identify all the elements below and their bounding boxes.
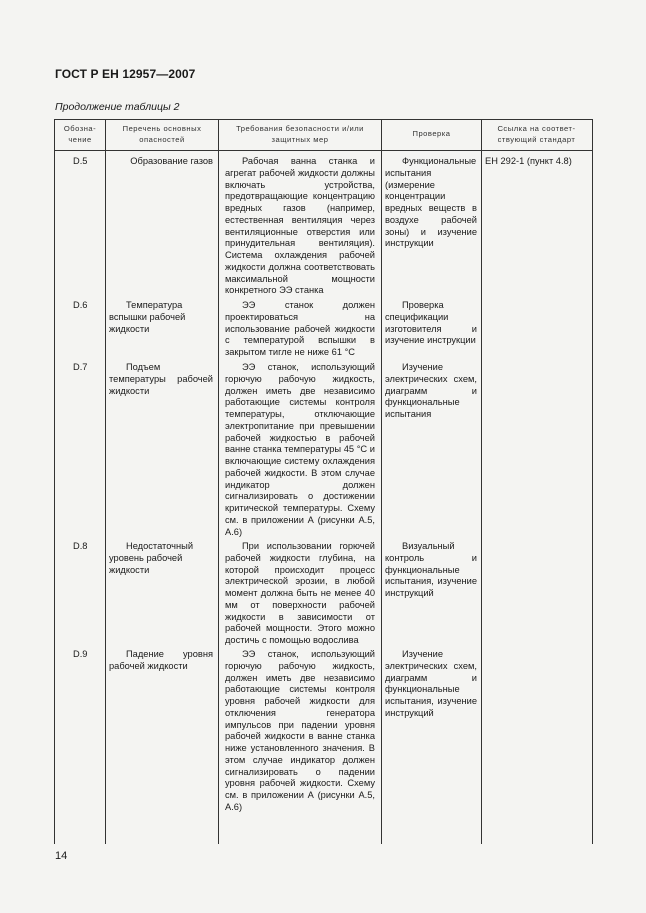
row-code: D.7 [73,362,88,372]
table-continuation-caption: Продолжение таблицы 2 [55,101,180,113]
row-hazard: Подъем температуры рабочей жидкости [109,362,213,396]
row-code: D.6 [73,300,88,310]
document-header: ГОСТ Р ЕН 12957—2007 [55,67,196,81]
row-verification: Изучение электрических схем, диаграмм и функциональные испытания, изучение инструкций [385,649,477,718]
column-divider [381,120,382,844]
row-verification: Функциональные испытания (измерение концентрации вредных веществ в воздухе рабочей зоны) и изучение инструкции [385,156,477,249]
row-requirement: ЭЭ станок, использующий горючую рабочую жидкость, должен иметь две независимо работающие системы контроля температуры, отключающие электропитание при превышении рабочей жидкостью в рабочей ванне станка температуры 45 °С и включающие систему охлаждения рабочей жидкости. В этом случае индикатор должен сигнализировать о достижении критической температуры. Схему см. в приложении А (рисунки А.5, А.6) [225,362,375,537]
row-code: D.9 [73,649,88,659]
row-hazard: Образование газов [130,156,213,166]
column-header-requirement: Требования безопасности и/или защитных мер [236,124,364,144]
page-number: 14 [55,850,68,862]
column-divider [105,120,106,844]
column-header-reference: Ссылка на соответ-ствующий стандарт [497,124,576,144]
row-code: D.8 [73,541,88,551]
header-divider [55,150,592,151]
row-verification: Изучение электрических схем, диаграмм и функциональные испытания [385,362,477,419]
row-requirement: При использовании горючей рабочей жидкости глубина, на которой происходит процесс электрической эрозии, в любой момент должна быть не менее 40 мм от поверхности рабочей жидкости в зависимости от рабочей мощности. Этого можно достичь с помощью водослива [225,541,375,645]
column-header-code: Обозна-чение [63,124,97,144]
row-requirement: Рабочая ванна станка и агрегат рабочей жидкости должны включать устройства, предотвращающие концентрацию вредных газов (например, естественная вентиляция через вентиляционные отверстия или принудительная вентиляция). Система охлаждения рабочей жидкости должна соответствовать максимальной мощности конкретного ЭЭ станка [225,156,375,296]
column-header-verification: Проверка [412,129,451,138]
row-hazard: Падение уровня рабочей жидкости [109,649,213,671]
row-verification: Визуальный контроль и функциональные испытания, изучение инструкций [385,541,477,598]
requirements-table [54,119,593,844]
row-verification: Проверка спецификации изготовителя и изучение инструкции [385,300,477,346]
row-reference: ЕН 292-1 (пункт 4.8) [485,156,572,166]
row-requirement: ЭЭ станок должен проектироваться на использование рабочей жидкости с температурой вспышки в закрытом тигле не ниже 61 °С [225,300,375,357]
row-hazard: Недостаточный уровень рабочей жидкости [109,541,194,575]
column-divider [481,120,482,844]
row-code: D.5 [73,156,88,166]
column-header-hazard: Перечень основных опасностей [122,124,202,144]
row-requirement: ЭЭ станок, использующий горючую рабочую жидкость, должен иметь две независимо работающие системы контроля уровня рабочей жидкости для отключения генератора импульсов при падении уровня рабочей жидкости в ванне станка ниже установленного значения. В этом случае индикатор должен сигнализировать о падении уровня рабочей жидкости. Схему см. в приложении А (рисунки А.5, А.6) [225,649,375,812]
row-hazard: Температура вспышки рабочей жидкости [109,300,186,334]
column-divider [218,120,219,844]
